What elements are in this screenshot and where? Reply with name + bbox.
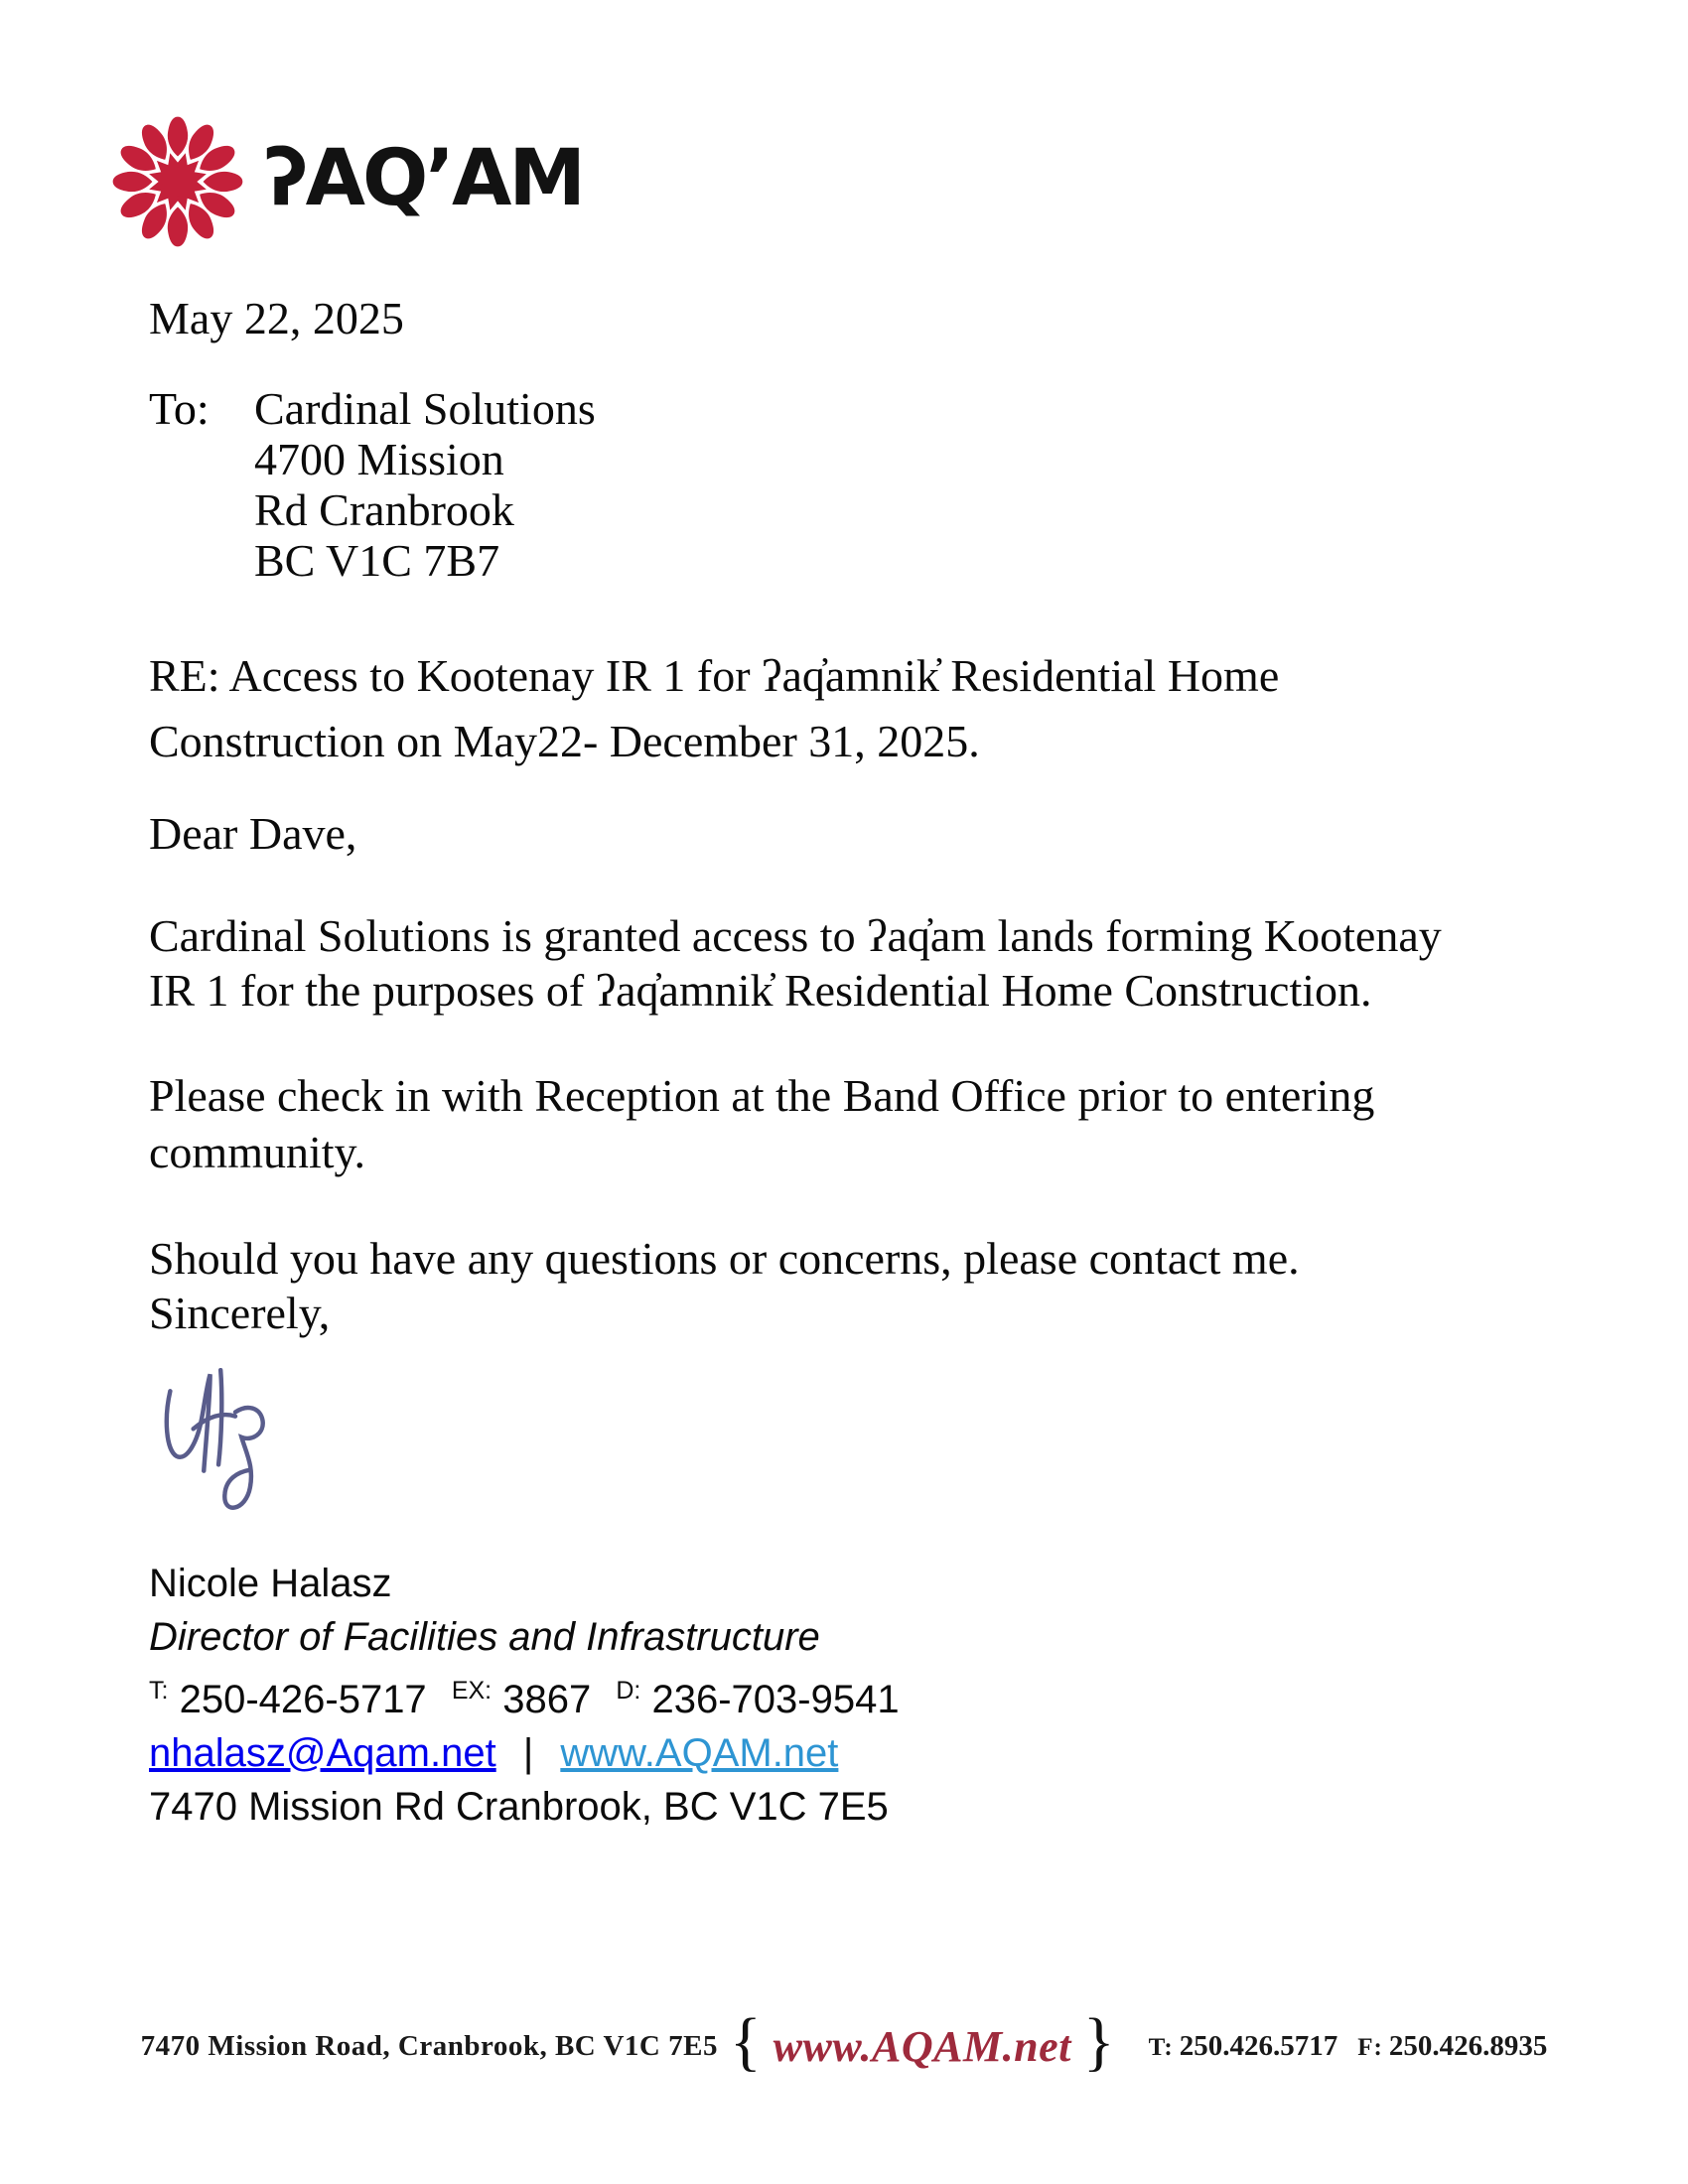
footer-brace-right: } xyxy=(1082,2005,1115,2078)
website-link[interactable]: www.AQAM.net xyxy=(560,1731,839,1775)
handwritten-signature xyxy=(155,1368,298,1531)
footer-tel-number: 250.426.5717 xyxy=(1179,2029,1338,2062)
footer-fax-label: F: xyxy=(1357,2033,1383,2061)
body-line: Sincerely, xyxy=(149,1288,331,1338)
tel-label: T: xyxy=(149,1677,169,1705)
footer-fax-number: 250.426.8935 xyxy=(1388,2029,1548,2062)
signer-links-line xyxy=(149,1726,900,1780)
signer-title: Director of Facilities and Infrastructure xyxy=(149,1615,820,1659)
recipient-block xyxy=(149,383,596,586)
body-line: community. xyxy=(149,1127,366,1177)
signer-address: 7470 Mission Rd Cranbrook, BC V1C 7E5 xyxy=(149,1785,889,1829)
body-line: Please check in with Reception at the Band Office prior to entering xyxy=(149,1070,1375,1121)
recipient-line: 4700 Mission xyxy=(254,434,504,484)
ext-number: 3867 xyxy=(502,1678,592,1721)
body-line: IR 1 for the purposes of ʔaq̓amnik̓ Residential Home Construction. xyxy=(149,965,1372,1016)
recipient-address xyxy=(254,383,596,586)
link-separator: | xyxy=(522,1731,534,1775)
subject-line: Construction on May22- December 31, 2025. xyxy=(149,716,980,766)
tel-number: 250-426-5717 xyxy=(179,1678,427,1721)
aqam-wordmark: ʔAQʼAM xyxy=(264,134,583,223)
direct-label: D: xyxy=(616,1677,641,1705)
footer-phones xyxy=(1149,2030,1548,2063)
subject-block xyxy=(149,643,1279,774)
body-paragraph xyxy=(149,1067,1374,1180)
footer-tel-label: T: xyxy=(1148,2033,1174,2061)
salutation: Dear Dave, xyxy=(149,808,357,859)
letter-date: May 22, 2025 xyxy=(149,293,404,343)
to-label: To: xyxy=(149,383,210,434)
letterhead xyxy=(107,111,583,252)
signer-phone-line xyxy=(149,1664,900,1726)
footer-brace-left: { xyxy=(729,2005,762,2078)
body-paragraph xyxy=(149,908,1442,1018)
body-paragraph xyxy=(149,1231,1300,1340)
letterhead-footer xyxy=(0,2005,1688,2079)
body-line: Should you have any questions or concerns, please contact me. xyxy=(149,1233,1300,1284)
ext-label: EX: xyxy=(451,1677,492,1705)
subject-line: RE: Access to Kootenay IR 1 for ʔaq̓amnik̓ Residential Home xyxy=(149,650,1280,701)
signature-block xyxy=(149,1557,900,1834)
footer-address: 7470 Mission Road, Cranbrook, BC V1C 7E5 xyxy=(140,2029,718,2062)
recipient-line: BC V1C 7B7 xyxy=(254,535,500,586)
email-link[interactable]: nhalasz@Aqam.net xyxy=(149,1731,496,1775)
recipient-line: Cardinal Solutions xyxy=(254,383,596,434)
body-line: Cardinal Solutions is granted access to ʔaq̓am lands forming Kootenay xyxy=(149,910,1442,961)
aqam-flower-logo-icon xyxy=(107,111,248,252)
signer-name: Nicole Halasz xyxy=(149,1562,392,1605)
direct-number: 236-703-9541 xyxy=(651,1678,900,1721)
footer-website: www.AQAM.net xyxy=(773,2021,1071,2071)
recipient-line: Rd Cranbrook xyxy=(254,484,514,535)
